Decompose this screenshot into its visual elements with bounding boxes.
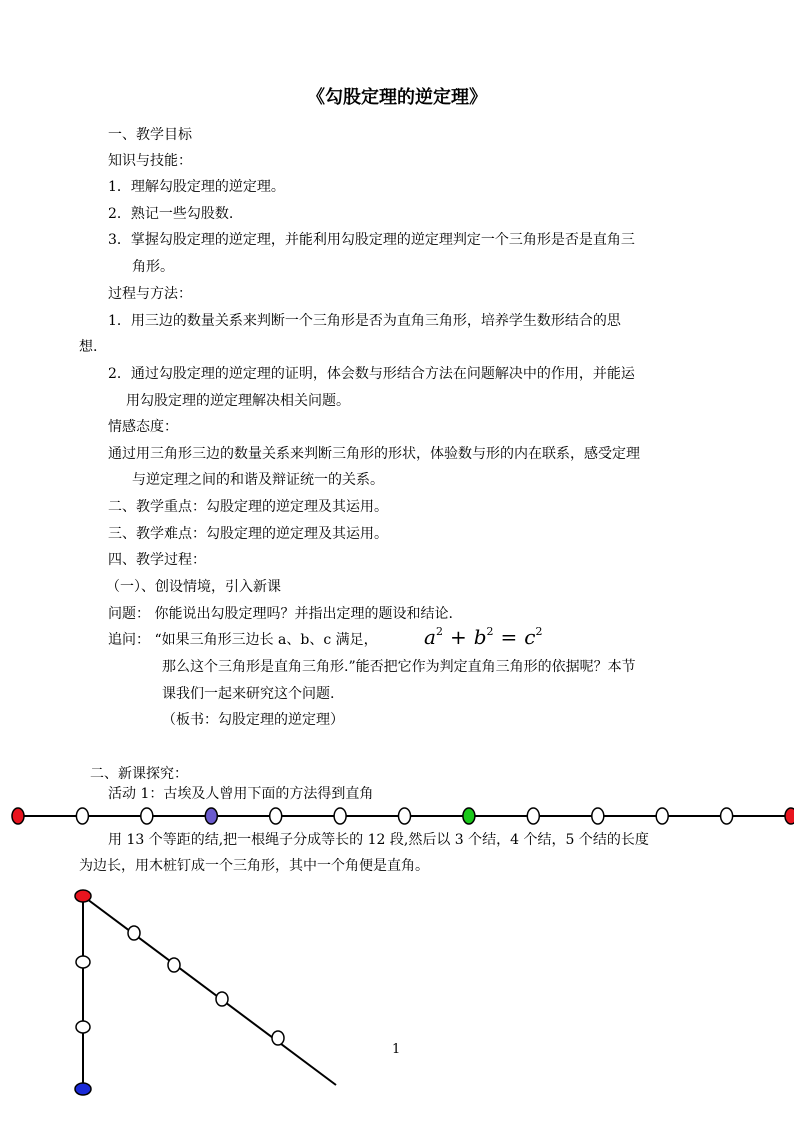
emotion-item-cont: 与逆定理之间的和谐及辩证统一的关系。 <box>132 472 384 488</box>
formula-exp-a: 2 <box>435 625 443 638</box>
formula-exp-b: 2 <box>486 625 494 638</box>
heading-process-method: 过程与方法： <box>108 286 192 302</box>
description-line-2: 为边长，用木桩钉成一个三角形，其中一个角便是直角。 <box>79 858 429 874</box>
subsection-create-situation: （一）、创设情境，引入新课 <box>106 579 281 595</box>
section-teaching-goals: 一、教学目标 <box>108 127 192 143</box>
follow-up-question: 追问： “如果三角形三边长 a、b、c 满足， <box>108 632 378 648</box>
formula-c: c <box>524 625 536 649</box>
process-item-1: 1．用三边的数量关系来判断一个三角形是否为直角三角形，培养学生数形结合的思 <box>108 313 621 329</box>
heading-emotion-attitude: 情感态度： <box>108 419 178 435</box>
formula-plus: + <box>449 625 467 649</box>
page-number: 1 <box>392 1042 401 1057</box>
triangle-hypotenuse <box>83 896 336 1085</box>
section-new-lesson: 二、新课探究： <box>90 766 188 782</box>
formula-b: b <box>473 625 487 649</box>
triangle-bottom-knot <box>75 1083 91 1095</box>
description-line-1: 用 13 个等距的结,把一根绳子分成等长的 12 段,然后以 3 个结，4 个结，5 个结的长度 <box>108 832 649 848</box>
formula-equals: = <box>500 625 518 649</box>
process-item-1-cont: 想. <box>79 339 98 355</box>
triangle-top-knot <box>75 890 91 902</box>
knowledge-item-2: 2．熟记一些勾股数. <box>108 206 234 222</box>
process-item-2: 2．通过勾股定理的逆定理的证明，体会数与形结合方法在问题解决中的作用，并能运 <box>108 366 635 382</box>
follow-up-cont-2: 课我们一起来研究这个问题. <box>162 686 335 702</box>
knowledge-item-3-cont: 角形。 <box>132 259 174 275</box>
document-title: 《勾股定理的逆定理》 <box>307 87 487 108</box>
question-line: 问题： 你能说出勾股定理吗？并指出定理的题设和结论. <box>108 606 453 622</box>
triangle-knot <box>76 1021 90 1033</box>
section-difficulties: 三、教学难点：勾股定理的逆定理及其运用。 <box>108 526 388 542</box>
triangle-knot <box>272 1031 284 1045</box>
formula-exp-c: 2 <box>535 625 543 638</box>
triangle-knot <box>76 956 90 968</box>
emotion-item: 通过用三角形三边的数量关系来判断三角形的形状，体验数与形的内在联系，感受定理 <box>108 446 640 462</box>
board-note: （板书：勾股定理的逆定理） <box>162 712 344 728</box>
knowledge-item-1: 1．理解勾股定理的逆定理。 <box>108 179 285 195</box>
section-key-points: 二、教学重点：勾股定理的逆定理及其运用。 <box>108 499 388 515</box>
formula-a: a <box>424 625 436 649</box>
activity-1-title: 活动 1：古埃及人曾用下面的方法得到直角 <box>108 786 374 802</box>
triangle-knot <box>168 958 180 972</box>
triangle-knot <box>216 992 228 1006</box>
section-teaching-process: 四、教学过程： <box>108 552 206 568</box>
heading-knowledge-skills: 知识与技能： <box>108 153 192 169</box>
triangle-knot <box>128 926 140 940</box>
process-item-2-cont: 用勾股定理的逆定理解决相关问题。 <box>126 393 350 409</box>
knowledge-item-3: 3．掌握勾股定理的逆定理，并能利用勾股定理的逆定理判定一个三角形是否是直角三 <box>108 232 635 248</box>
follow-up-cont-1: 那么这个三角形是直角三角形.”能否把它作为判定直角三角形的依据呢？本节 <box>162 659 636 675</box>
